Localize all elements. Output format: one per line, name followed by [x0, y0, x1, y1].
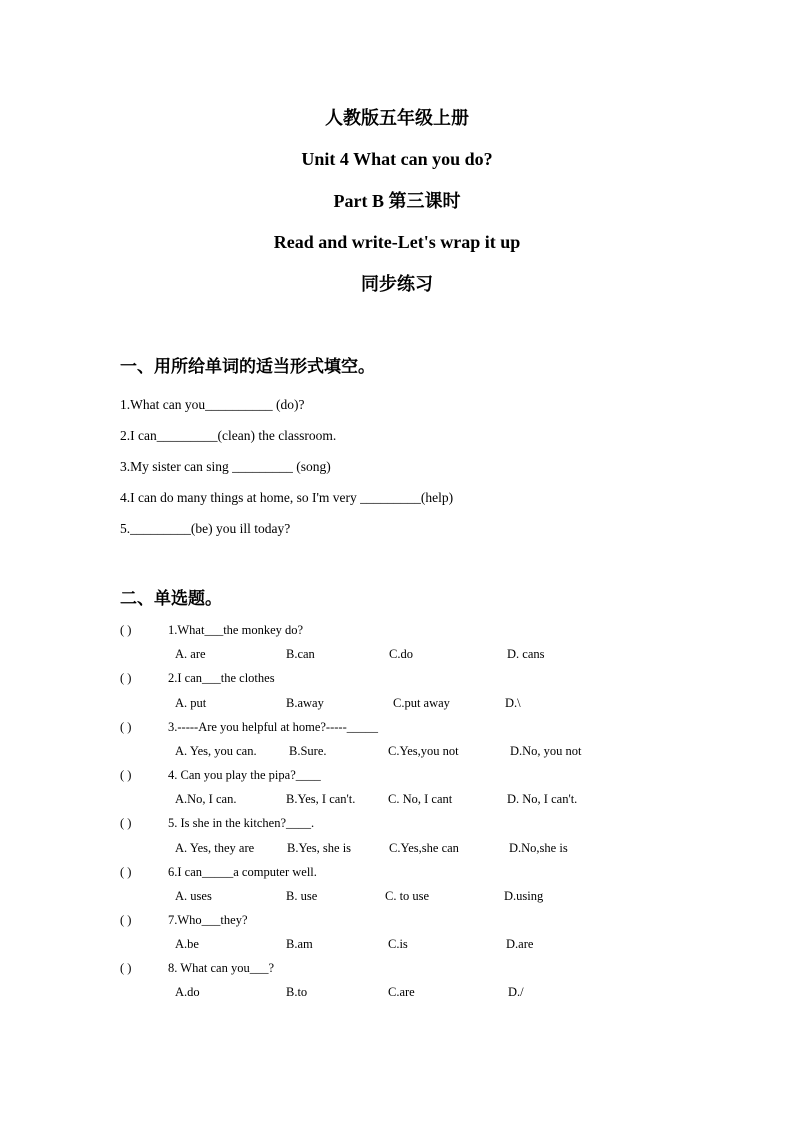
option-d: D.No, you not	[510, 744, 582, 758]
option-b: B.away	[286, 696, 324, 710]
answer-blank: ( )	[120, 623, 132, 637]
option-c: C.is	[388, 937, 408, 951]
question-row	[120, 621, 620, 639]
question-stem: 2.I can___the clothes	[168, 671, 275, 685]
question-row	[120, 863, 620, 881]
answer-blank: ( )	[120, 720, 132, 734]
option-a: A. Yes, they are	[175, 841, 255, 855]
topic-title: Read and write-Let's wrap it up	[273, 232, 521, 252]
fill-blank-item: 2.I can_________(clean) the classroom.	[120, 428, 337, 443]
answer-blank: ( )	[120, 816, 132, 830]
option-b: B.to	[286, 985, 308, 999]
option-d: D.\	[505, 696, 521, 710]
option-c: C. to use	[385, 889, 430, 903]
question-stem: 6.I can_____a computer well.	[168, 865, 317, 879]
question-stem: 5. Is she in the kitchen?____.	[168, 816, 315, 830]
option-a: A. uses	[175, 889, 212, 903]
option-b: B.am	[286, 937, 313, 951]
question-stem: 4. Can you play the pipa?____	[168, 768, 321, 782]
option-c: C.do	[389, 647, 413, 661]
option-d: D.No,she is	[509, 841, 568, 855]
question-stem: 7.Who___they?	[168, 913, 248, 927]
answer-blank: ( )	[120, 913, 132, 927]
question-stem: 1.What___the monkey do?	[168, 623, 304, 637]
answer-blank: ( )	[120, 961, 132, 975]
answer-blank: ( )	[120, 768, 132, 782]
option-c: C.Yes,you not	[388, 744, 459, 758]
option-d: D./	[508, 985, 524, 999]
question-stem: 3.-----Are you helpful at home?-----_____	[168, 720, 378, 734]
option-c: C.Yes,she can	[389, 841, 459, 855]
section-1-heading: 一、用所给单词的适当形式填空。	[120, 357, 375, 377]
section-2-heading: 二、单选题。	[120, 589, 222, 609]
fill-blank-item: 1.What can you__________ (do)?	[120, 397, 305, 412]
question-stem: 8. What can you___?	[168, 961, 274, 975]
option-a: A. Yes, you can.	[175, 744, 257, 758]
question-row	[120, 814, 620, 832]
question-row	[120, 911, 620, 929]
fill-blank-item: 4.I can do many things at home, so I'm very _________(help)	[120, 490, 454, 505]
option-d: D. cans	[507, 647, 545, 661]
answer-blank: ( )	[120, 671, 132, 685]
unit-title: Unit 4 What can you do?	[301, 149, 493, 169]
option-b: B.Yes, I can't.	[286, 792, 356, 806]
textbook-title: 人教版五年级上册	[325, 108, 469, 128]
fill-blank-item: 3.My sister can sing _________ (song)	[120, 459, 331, 474]
option-b: B.Sure.	[289, 744, 327, 758]
question-row	[120, 766, 620, 784]
option-d: D.using	[504, 889, 544, 903]
question-row	[120, 718, 620, 736]
option-b: B.Yes, she is	[287, 841, 352, 855]
option-a: A.No, I can.	[175, 792, 237, 806]
option-a: A.be	[175, 937, 199, 951]
option-b: B.can	[286, 647, 315, 661]
lesson-title: Part B 第三课时	[333, 191, 461, 211]
option-a: A. are	[175, 647, 206, 661]
option-c: C.put away	[393, 696, 450, 710]
option-d: D.are	[506, 937, 534, 951]
option-c: C.are	[388, 985, 415, 999]
fill-blank-item: 5._________(be) you ill today?	[120, 521, 291, 536]
option-a: A.do	[175, 985, 200, 999]
question-row	[120, 669, 620, 687]
option-c: C. No, I cant	[388, 792, 453, 806]
option-d: D. No, I can't.	[507, 792, 578, 806]
option-a: A. put	[175, 696, 207, 710]
answer-blank: ( )	[120, 865, 132, 879]
worksheet-title: 同步练习	[361, 274, 433, 294]
question-row	[120, 959, 620, 977]
option-b: B. use	[286, 889, 318, 903]
